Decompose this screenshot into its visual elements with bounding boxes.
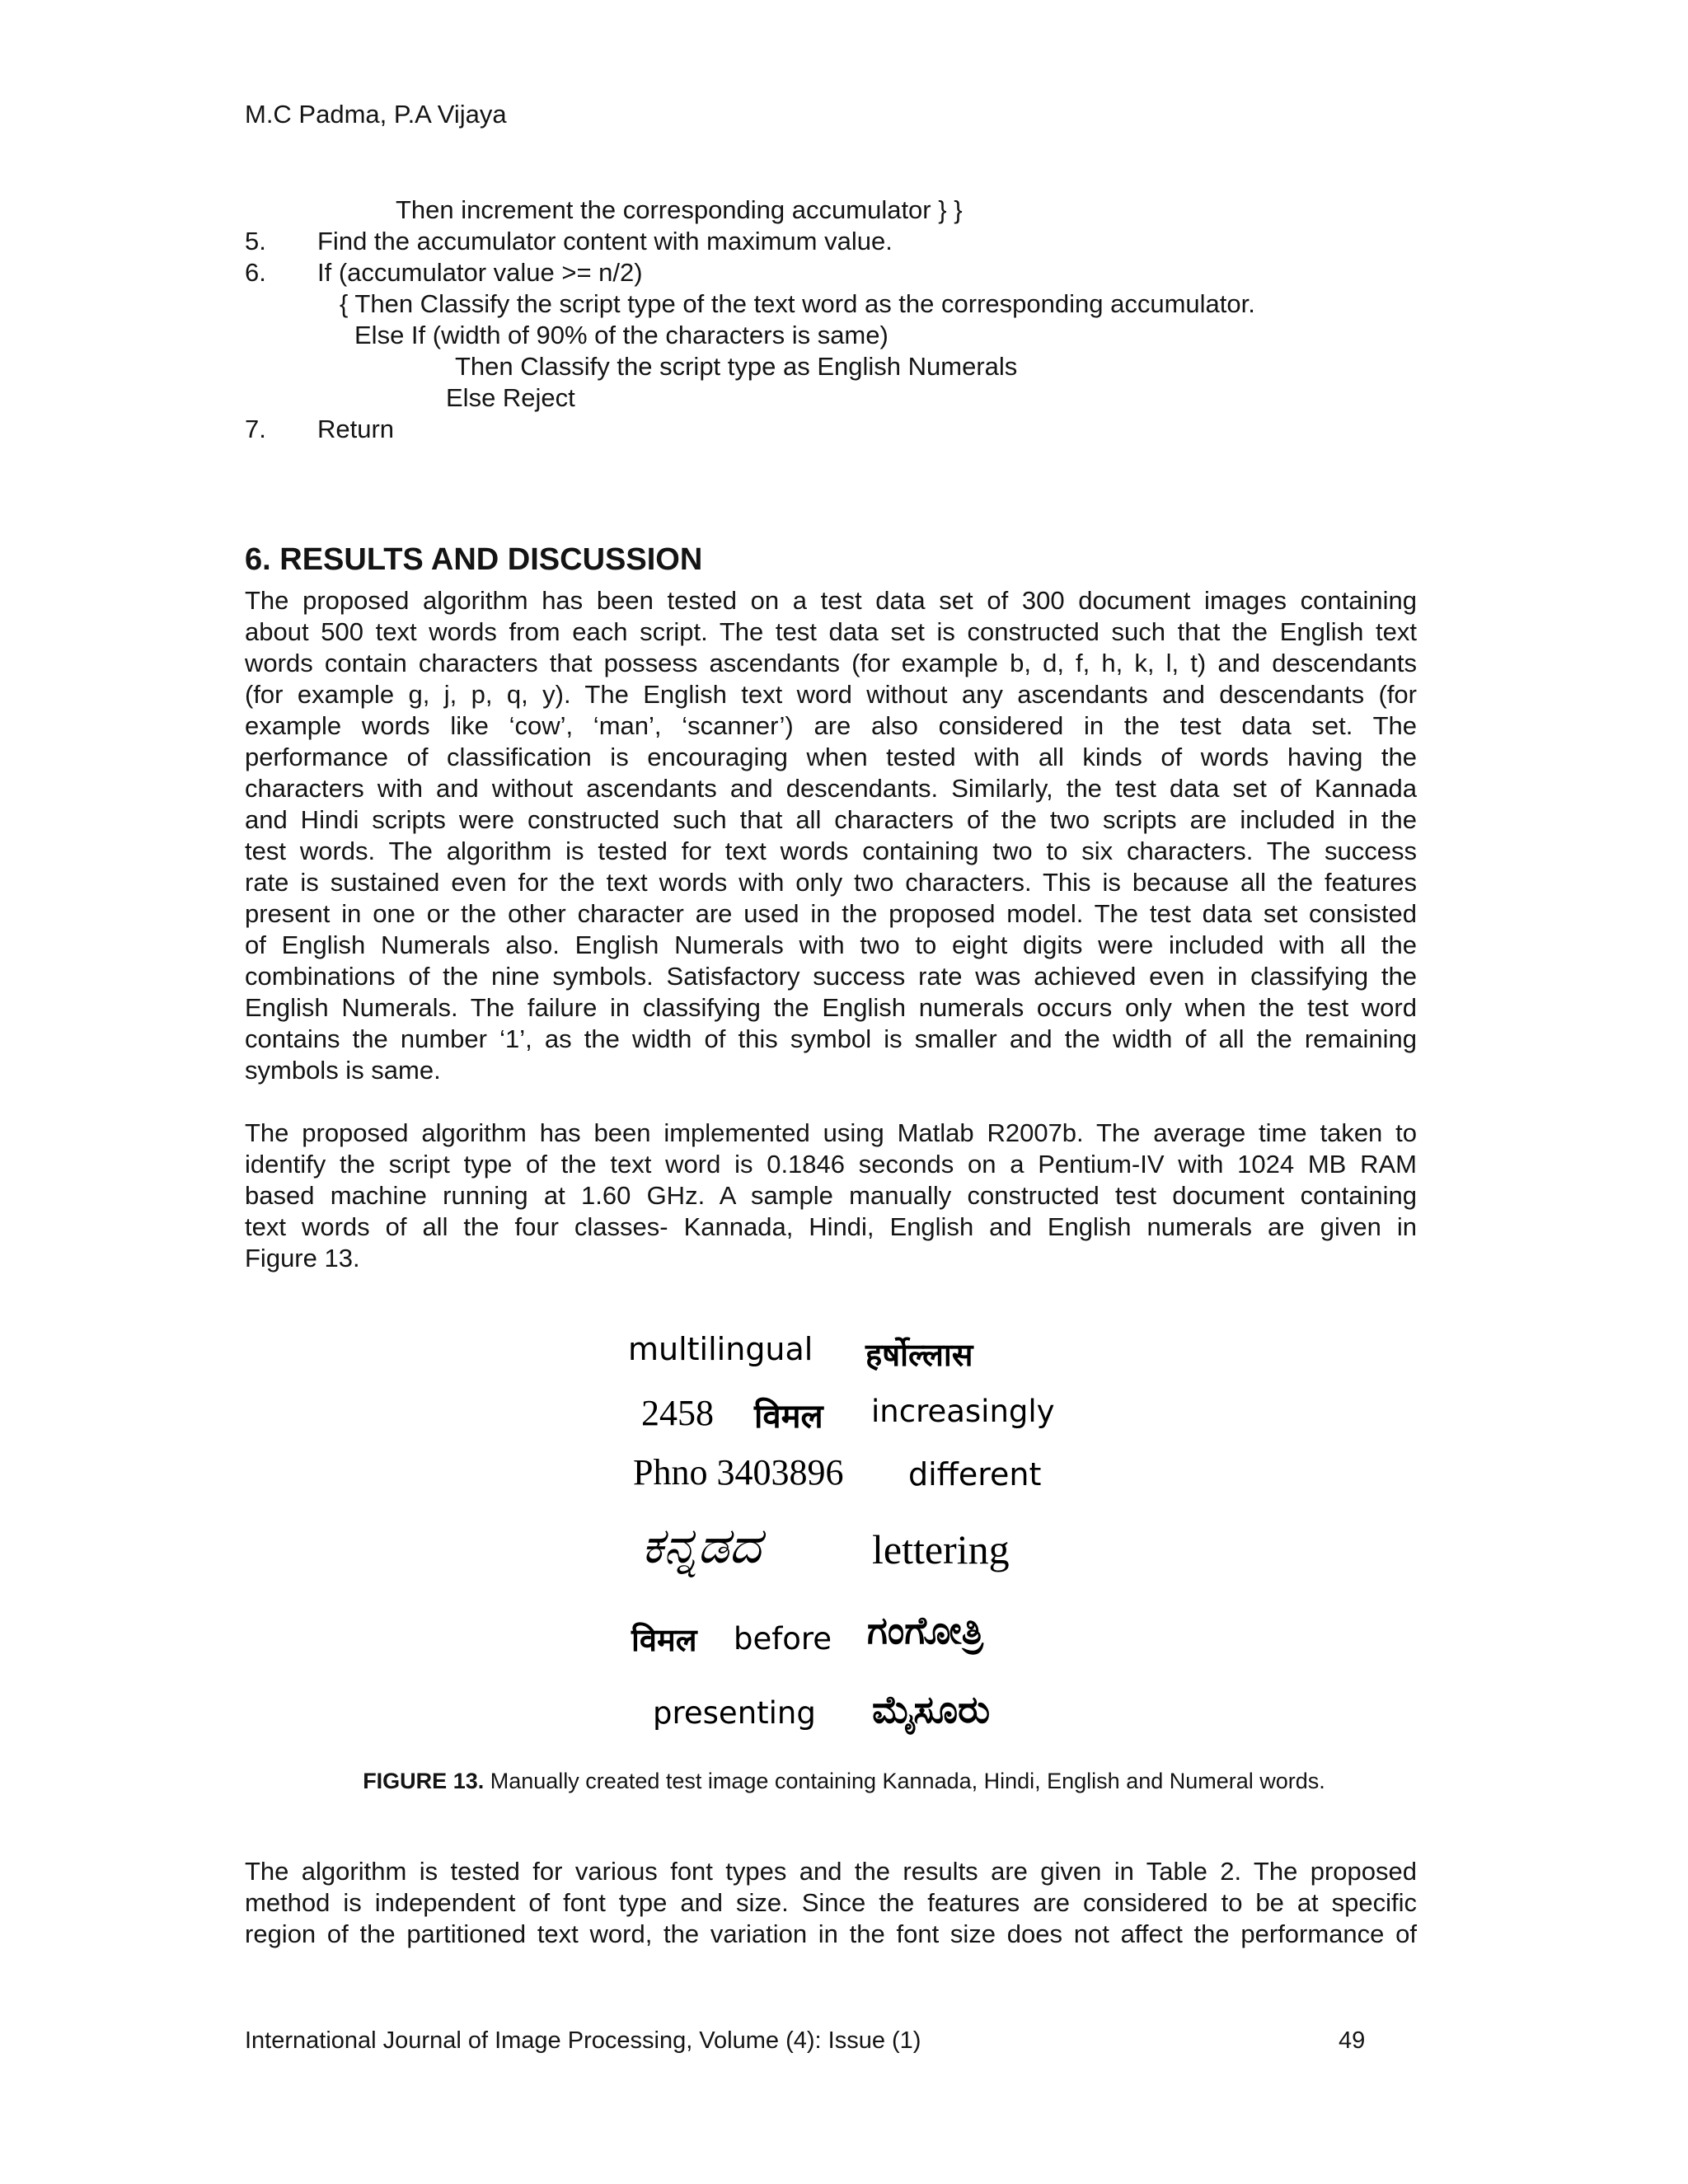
text-line: (for example g, j, p, q, y). The English text word without any ascendants and descendants (for <box>245 680 1417 709</box>
figure-word: ಗಂಗೋತ್ರಿ <box>867 1608 983 1652</box>
figure-word: different <box>908 1456 1042 1493</box>
text-line: The proposed algorithm has been implemented using Matlab R2007b. The average time taken to <box>245 1118 1417 1147</box>
text-line: contains the number ‘1’, as the width of this symbol is smaller and the width of all the remaining <box>245 1024 1417 1053</box>
figure-word: 2458 <box>641 1393 714 1433</box>
page-number: 49 <box>1339 2027 1366 2054</box>
step-text: Else If (width of 90% of the characters is same) <box>354 321 889 349</box>
text-line: Figure 13. <box>245 1244 360 1272</box>
text-line: and Hindi scripts were constructed such that all characters of the two scripts are included in the <box>245 805 1417 834</box>
text-line: of English Numerals also. English Numerals with two to eight digits were included with all the <box>245 930 1417 959</box>
text-line: example words like ‘cow’, ‘man’, ‘scanner’) are also considered in the test data set. The <box>245 711 1417 740</box>
step-text: Find the accumulator content with maximum value. <box>317 227 893 255</box>
figure-word: ಮೈಸೂರು <box>872 1687 991 1732</box>
text-line: rate is sustained even for the text words with only two characters. This is because all the features <box>245 868 1417 897</box>
text-line: identify the script type of the text word is 0.1846 seconds on a Pentium-IV with 1024 MB RAM <box>245 1150 1417 1179</box>
paragraph-results <box>245 585 1417 1086</box>
text-line: combinations of the nine symbols. Satisfactory success rate was achieved even in classifying the <box>245 962 1417 991</box>
text-line: The algorithm is tested for various font types and the results are given in Table 2. The proposed <box>245 1857 1417 1886</box>
text-line: region of the partitioned text word, the variation in the font size does not affect the performance of <box>245 1919 1417 1948</box>
text-line: text words of all the four classes- Kannada, Hindi, English and English numerals are given in <box>245 1212 1417 1241</box>
step-number: 6. <box>245 258 266 287</box>
step-number: 5. <box>245 227 266 255</box>
journal-footer: International Journal of Image Processing, Volume (4): Issue (1) <box>245 2027 921 2054</box>
text-line: performance of classification is encouraging when tested with all kinds of words having the <box>245 743 1417 771</box>
text-line: about 500 text words from each script. The test data set is constructed such that the English text <box>245 617 1417 646</box>
step-number: 7. <box>245 415 266 443</box>
figure-word: विमल <box>631 1622 697 1658</box>
running-header: M.C Padma, P.A Vijaya <box>245 100 507 129</box>
step-text: Return <box>317 415 395 443</box>
figure-caption-label: FIGURE 13. <box>363 1769 485 1793</box>
algorithm-continuation-text: Then increment the corresponding accumulator } } <box>396 195 963 224</box>
text-line: method is independent of font type and size. Since the features are considered to be at specific <box>245 1888 1417 1917</box>
figure-13-test-image <box>626 1331 1088 1751</box>
section-heading: 6. RESULTS AND DISCUSSION <box>245 542 703 577</box>
figure-caption-text: Manually created test image containing Kannada, Hindi, English and Numeral words. <box>484 1769 1325 1793</box>
text-line: The proposed algorithm has been tested on a test data set of 300 document images containing <box>245 586 1417 615</box>
text-line: symbols is same. <box>245 1056 441 1085</box>
figure-word: lettering <box>872 1526 1010 1572</box>
text-line: English Numerals. The failure in classifying the English numerals occurs only when the test word <box>245 993 1417 1022</box>
figure-word: ಕನ್ನಡದ <box>641 1517 762 1575</box>
paragraph-font-types <box>245 1856 1417 1950</box>
text-line: test words. The algorithm is tested for text words containing two to six characters. The success <box>245 837 1417 865</box>
paragraph-implementation <box>245 1118 1417 1274</box>
step-text: Then Classify the script type as English Numerals <box>455 352 1018 381</box>
step-text: If (accumulator value >= n/2) <box>317 258 643 287</box>
text-line: present in one or the other character are used in the proposed model. The test data set consisted <box>245 899 1417 928</box>
figure-caption <box>0 1767 1688 1795</box>
text-line: based machine running at 1.60 GHz. A sample manually constructed test document containing <box>245 1181 1417 1210</box>
figure-word: विमल <box>754 1398 823 1436</box>
step-text: Else Reject <box>446 383 575 412</box>
text-line: characters with and without ascendants and descendants. Similarly, the test data set of Kannada <box>245 774 1417 803</box>
figure-word: multilingual <box>628 1331 814 1367</box>
figure-word: before <box>734 1621 832 1657</box>
figure-word: हर्षोल्लास <box>865 1337 973 1373</box>
figure-word: increasingly <box>871 1394 1055 1429</box>
text-line: words contain characters that possess ascendants (for example b, d, f, h, k, l, t) and descendants <box>245 649 1417 677</box>
figure-word: presenting <box>653 1695 816 1731</box>
figure-word: Phno 3403896 <box>633 1452 844 1493</box>
step-text: { Then Classify the script type of the text word as the corresponding accumulator. <box>340 289 1255 318</box>
